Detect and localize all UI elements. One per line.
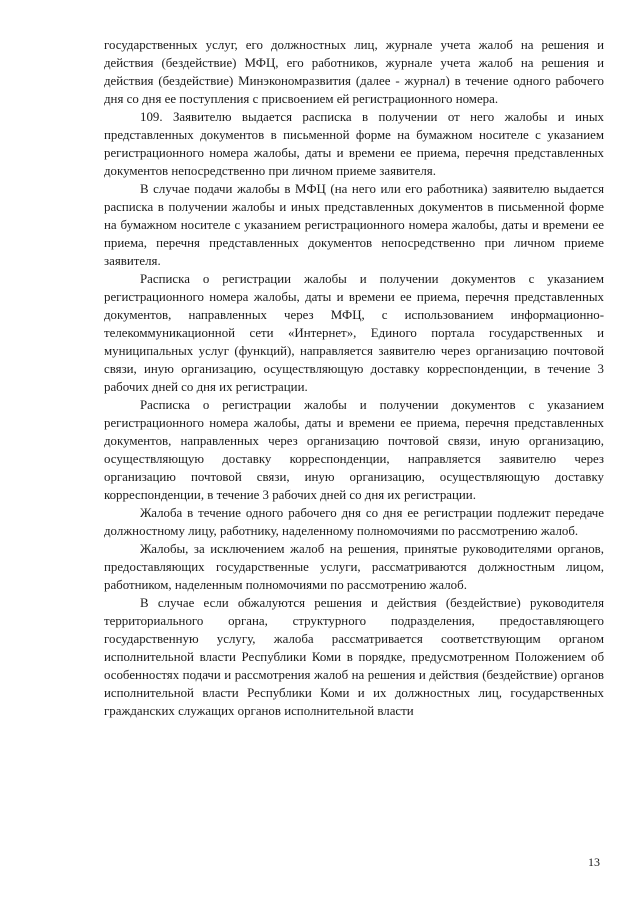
page-number: 13 xyxy=(588,855,600,869)
paragraph-territorial-body: В случае если обжалуются решения и действия (бездействие) руководителя территориального органа, структурного подразделения, предоставляющего государственную услугу, жалоба рассматривается соответствующим органом исполнительной власти Республики Коми в порядке, предусмотренном Положением об особенностях подачи и рассмотрения жалоб на решения и действия (бездействие) органов исполнительной власти Республики Коми и их должностных лиц, государственных гражданских служащих органов исполнительной власти xyxy=(104,596,604,718)
paragraph-transfer-complaint: Жалоба в течение одного рабочего дня со дня ее регистрации подлежит передаче должностному лицу, работнику, наделенному полномочиями по рассмотрению жалоб. xyxy=(104,506,604,538)
paragraph-complaints-review: Жалобы, за исключением жалоб на решения, принятые руководителями органов, предоставляющих государственные услуги, рассматриваются должностным лицом, работником, наделенным полномочиями по рассмотрению жалоб. xyxy=(104,542,604,592)
paragraph-mfc-receipt: В случае подачи жалобы в МФЦ (на него или его работника) заявителю выдается расписка в получении жалобы и иных представленных документов в письменной форме на бумажном носителе с указанием регистрационного номера жалобы, даты и времени ее приема, перечня представленных документов непосредственно при личном приеме заявителя. xyxy=(104,182,604,268)
paragraph-109-receipt: 109. Заявителю выдается расписка в получении от него жалобы и иных представленных документов в письменной форме на бумажном носителе с указанием регистрационного номера жалобы, даты и времени ее приема, перечня представленных документов непосредственно при личном приеме заявителя. xyxy=(104,110,604,178)
document-body xyxy=(104,36,604,720)
paragraph-postal-receipt: Расписка о регистрации жалобы и получении документов с указанием регистрационного номера жалобы, даты и времени ее приема, перечня представленных документов, направленных через организацию почтовой связи, иную организацию, осуществляющую доставку корреспонденции, направляется заявителю через организацию почтовой связи, иную организацию, осуществляющую доставку корреспонденции, в течение 3 рабочих дней со дня их регистрации. xyxy=(104,398,604,502)
paragraph-journal-registration: государственных услуг, его должностных лиц, журнале учета жалоб на решения и действия (бездействие) МФЦ, его работников, журнале учета жалоб на решения и действия (бездействие) Минэкономразвития (далее - журнал) в течение одного рабочего дня со дня ее поступления с присвоением ей регистрационного номера. xyxy=(104,38,604,106)
paragraph-internet-receipt: Расписка о регистрации жалобы и получении документов с указанием регистрационного номера жалобы, даты и времени ее приема, перечня представленных документов, направленных через МФЦ, с использованием информационно-телекоммуникационной сети «Интернет», Единого портала государственных и муниципальных услуг (функций), направляется заявителю через организацию почтовой связи, иную организацию, осуществляющую доставку корреспонденции, в течение 3 рабочих дней со дня их регистрации. xyxy=(104,272,604,394)
